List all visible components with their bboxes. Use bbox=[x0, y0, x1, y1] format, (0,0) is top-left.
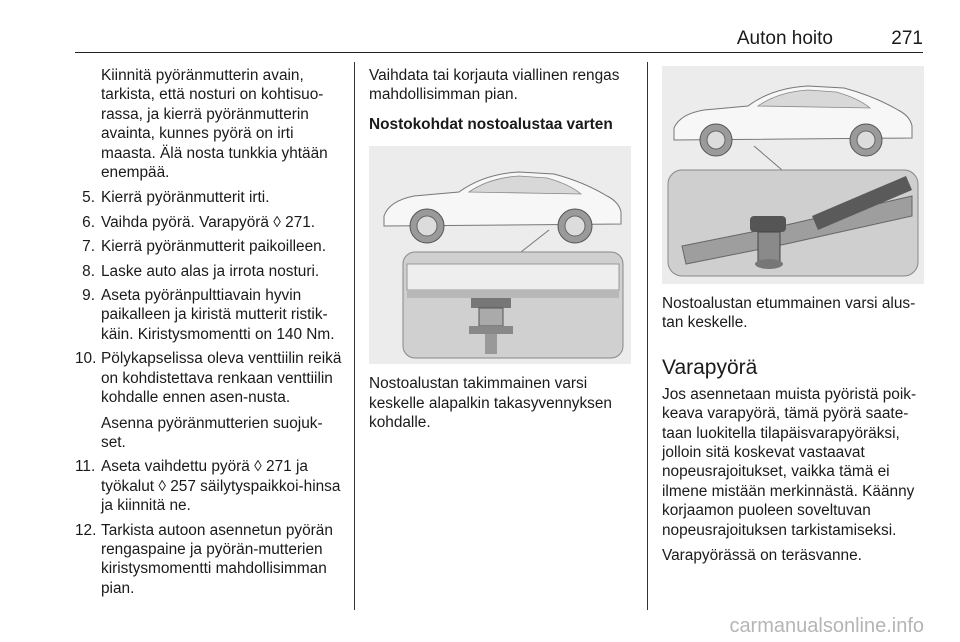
step-text: Aseta vaihdettu pyörä ◊ 271 ja työkalut ◊ 257 säilytyspaikkoi-hinsa ja kiinnitä ne. bbox=[101, 458, 341, 515]
step-text: Pölykapselissa oleva venttiilin reikä on kohdistettava renkaan venttiilin kohdalle ennen asen-nusta. bbox=[101, 350, 342, 407]
watermark: carmanualsonline.info bbox=[729, 615, 924, 637]
step-item bbox=[75, 213, 347, 232]
step-number: 8. bbox=[82, 262, 95, 280]
paragraph: Varapyörässä on teräsvanne. bbox=[662, 547, 862, 565]
step-text: Tarkista autoon asennetun pyörän rengaspaine ja pyörän-mutterien kiristysmomentti mahdollisimman pian. bbox=[101, 521, 333, 597]
figure-caption: Nostoalustan takimmainen varsi keskelle alapalkin takasyvennyksen kohdalle. bbox=[369, 375, 612, 432]
step-item bbox=[75, 521, 347, 599]
section-title: Auton hoito bbox=[736, 28, 833, 49]
step-number: 12. bbox=[75, 521, 97, 539]
figure-caption: Nostoalustan etummainen varsi alus-tan keskelle. bbox=[662, 295, 916, 332]
step-item bbox=[75, 349, 347, 452]
step-number: 6. bbox=[82, 213, 95, 231]
step-item bbox=[75, 286, 347, 344]
page-number: 271 bbox=[891, 28, 923, 49]
step-text: Kierrä pyöränmutterit irti. bbox=[101, 189, 270, 207]
step-text: Laske auto alas ja irrota nosturi. bbox=[101, 262, 320, 280]
step-text: Kierrä pyöränmutterit paikoilleen. bbox=[101, 238, 326, 256]
column-1 bbox=[75, 66, 347, 603]
column-divider-2 bbox=[647, 62, 648, 610]
step-item bbox=[75, 262, 347, 281]
step-subtext: Asenna pyöränmutterien suojuk-set. bbox=[101, 414, 323, 451]
column-divider-1 bbox=[354, 62, 355, 610]
column-3 bbox=[662, 66, 924, 571]
step-number: 10. bbox=[75, 350, 97, 368]
step-number: 11. bbox=[75, 458, 96, 476]
steps-list bbox=[75, 188, 347, 598]
step-4-continuation: Kiinnitä pyöränmutterin avain, tarkista, että nosturi on kohtisuo-rassa, ja kierrä pyöränmutterin avainta, kunnes pyörä on irti maasta. Älä nosta tunkkia yhtään enempää. bbox=[101, 67, 328, 182]
paragraph: Vaihdata tai korjauta viallinen rengas mahdollisimman pian. bbox=[369, 67, 620, 104]
subheading: Nostokohdat nostoalustaa varten bbox=[369, 115, 613, 133]
front-lift-point-illustration bbox=[662, 66, 924, 284]
page-header bbox=[75, 26, 923, 53]
step-number: 5. bbox=[82, 189, 95, 207]
column-2 bbox=[369, 66, 631, 438]
step-number: 7. bbox=[82, 238, 95, 256]
paragraph: Jos asennetaan muista pyöristä poik-keava varapyörä, tämä pyörä saate-taan luokitella tilapäisvarapyöräksi, jolloin sitä koskevat vastaavat nopeusrajoitukset, vaikka tämä ei ilmene mistään merkinnästä. Käänny korjaamon puoleen soveltuvan nopeusrajoituksen tarkistamiseksi. bbox=[662, 385, 917, 539]
step-text: Vaihda pyörä. Varapyörä ◊ 271. bbox=[101, 213, 316, 231]
rear-lift-point-illustration bbox=[369, 146, 631, 364]
step-item bbox=[75, 237, 347, 256]
step-number: 9. bbox=[82, 287, 95, 305]
step-item bbox=[75, 457, 347, 515]
step-text: Aseta pyöränpulttiavain hyvin paikalleen ja kiristä mutterit ristik-käin. Kiristysmomentti on 140 Nm. bbox=[101, 287, 335, 343]
section-heading: Varapyörä bbox=[662, 355, 758, 379]
step-item bbox=[75, 188, 347, 207]
